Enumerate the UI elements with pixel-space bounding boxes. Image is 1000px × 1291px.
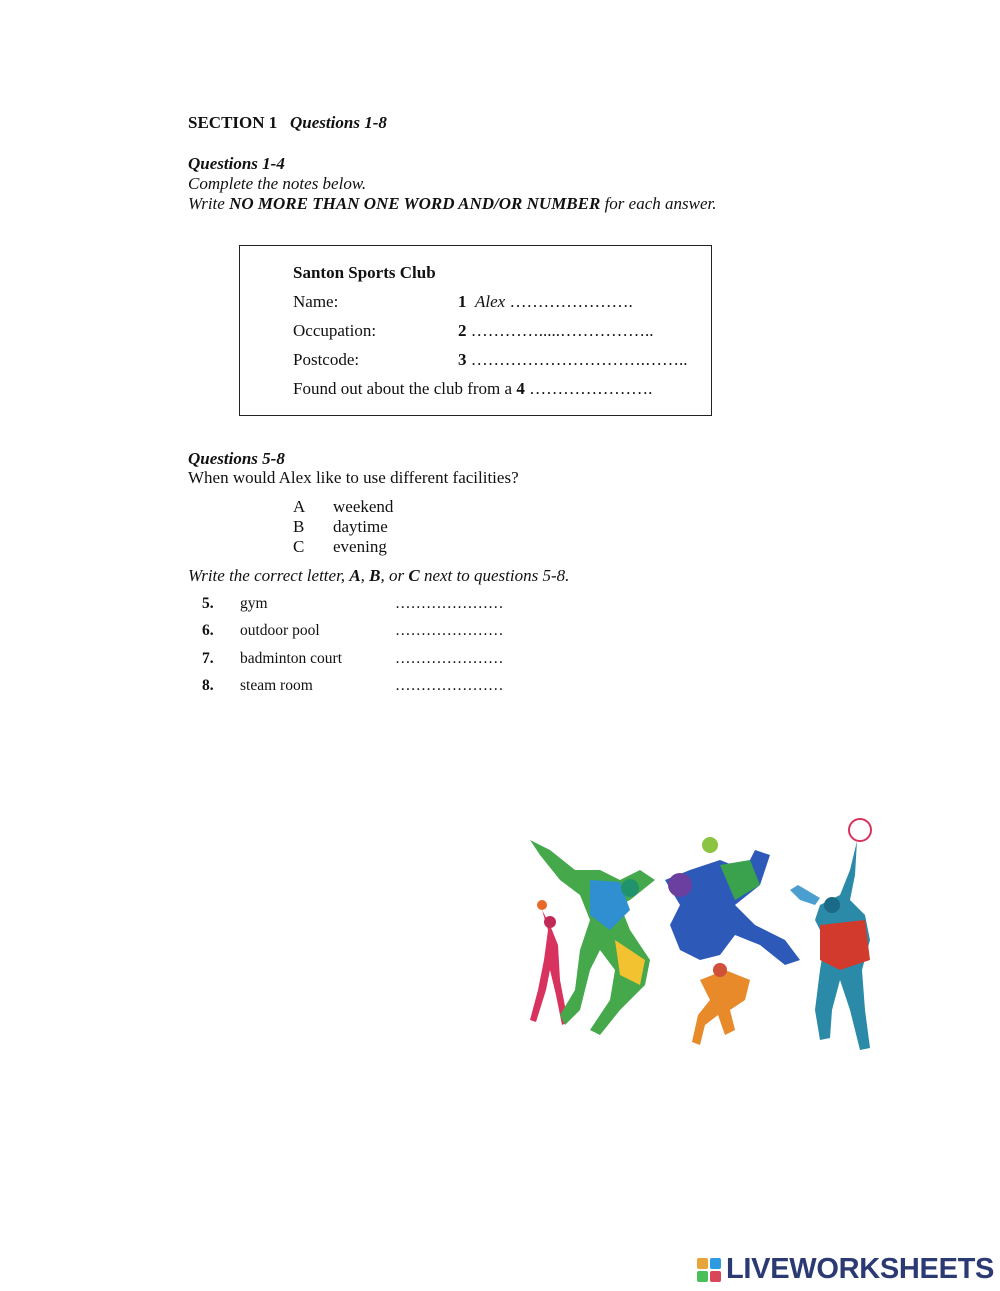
name-label: Name: [293, 292, 339, 311]
sports-illustration [520, 810, 900, 1060]
questions-1-4-title: Questions 1-4 [188, 154, 285, 173]
questions-5-8-instruction: Write the correct letter, A, B, or C next to questions 5-8. [188, 566, 570, 585]
logo-square-icon [697, 1271, 708, 1282]
questions-1-4-instruction: Complete the notes below. [188, 174, 367, 193]
item-number-6: 6. [202, 622, 214, 639]
liveworksheets-logo [697, 1253, 995, 1286]
answer-4-field[interactable]: Found out about the club from a 4 …………………. [293, 379, 653, 398]
item-name-outdoor-pool: outdoor pool [240, 622, 320, 639]
item-name-steam-room: steam room [240, 677, 313, 694]
tennis-racket-icon [849, 819, 871, 841]
option-text-daytime: daytime [333, 517, 388, 536]
item-number-7: 7. [202, 650, 214, 667]
section-questions: Questions 1-8 [290, 113, 387, 132]
logo-square-icon [697, 1258, 708, 1269]
ball-icon [537, 900, 547, 910]
logo-text: LIVEWORKSHEETS [726, 1253, 995, 1285]
item-name-badminton-court: badminton court [240, 650, 343, 667]
answer-5-field[interactable]: ………………… [395, 595, 504, 612]
answer-2-field[interactable]: 2 ………….....…………….. [458, 321, 654, 340]
questions-5-8-title: Questions 5-8 [188, 449, 285, 468]
notes-box [239, 245, 712, 416]
section-label: SECTION 1 [188, 113, 278, 132]
item-name-gym: gym [240, 595, 268, 612]
answer-6-field[interactable]: ………………… [395, 622, 504, 639]
volleyball-icon [702, 837, 718, 853]
occupation-label: Occupation: [293, 321, 377, 340]
answer-7-field[interactable]: ………………… [395, 650, 504, 667]
postcode-label: Postcode: [293, 350, 360, 369]
answer-1-field[interactable]: 1 Alex …………………. [458, 292, 633, 311]
questions-1-4-word-limit: Write NO MORE THAN ONE WORD AND/OR NUMBER for each answer. [188, 194, 717, 213]
option-letter-b: B [293, 517, 305, 536]
section-heading [188, 113, 387, 133]
option-text-weekend: weekend [333, 497, 394, 516]
notes-title: Santon Sports Club [293, 263, 436, 282]
answer-8-field[interactable]: ………………… [395, 677, 504, 694]
questions-5-8-question: When would Alex like to use different facilities? [188, 468, 519, 487]
option-letter-c: C [293, 537, 305, 556]
item-number-5: 5. [202, 595, 214, 612]
logo-square-icon [710, 1271, 721, 1282]
answer-3-field[interactable]: 3 ………………………….…….. [458, 350, 688, 369]
option-letter-a: A [293, 497, 306, 516]
option-text-evening: evening [333, 537, 387, 556]
logo-square-icon [710, 1258, 721, 1269]
item-number-8: 8. [202, 677, 214, 694]
